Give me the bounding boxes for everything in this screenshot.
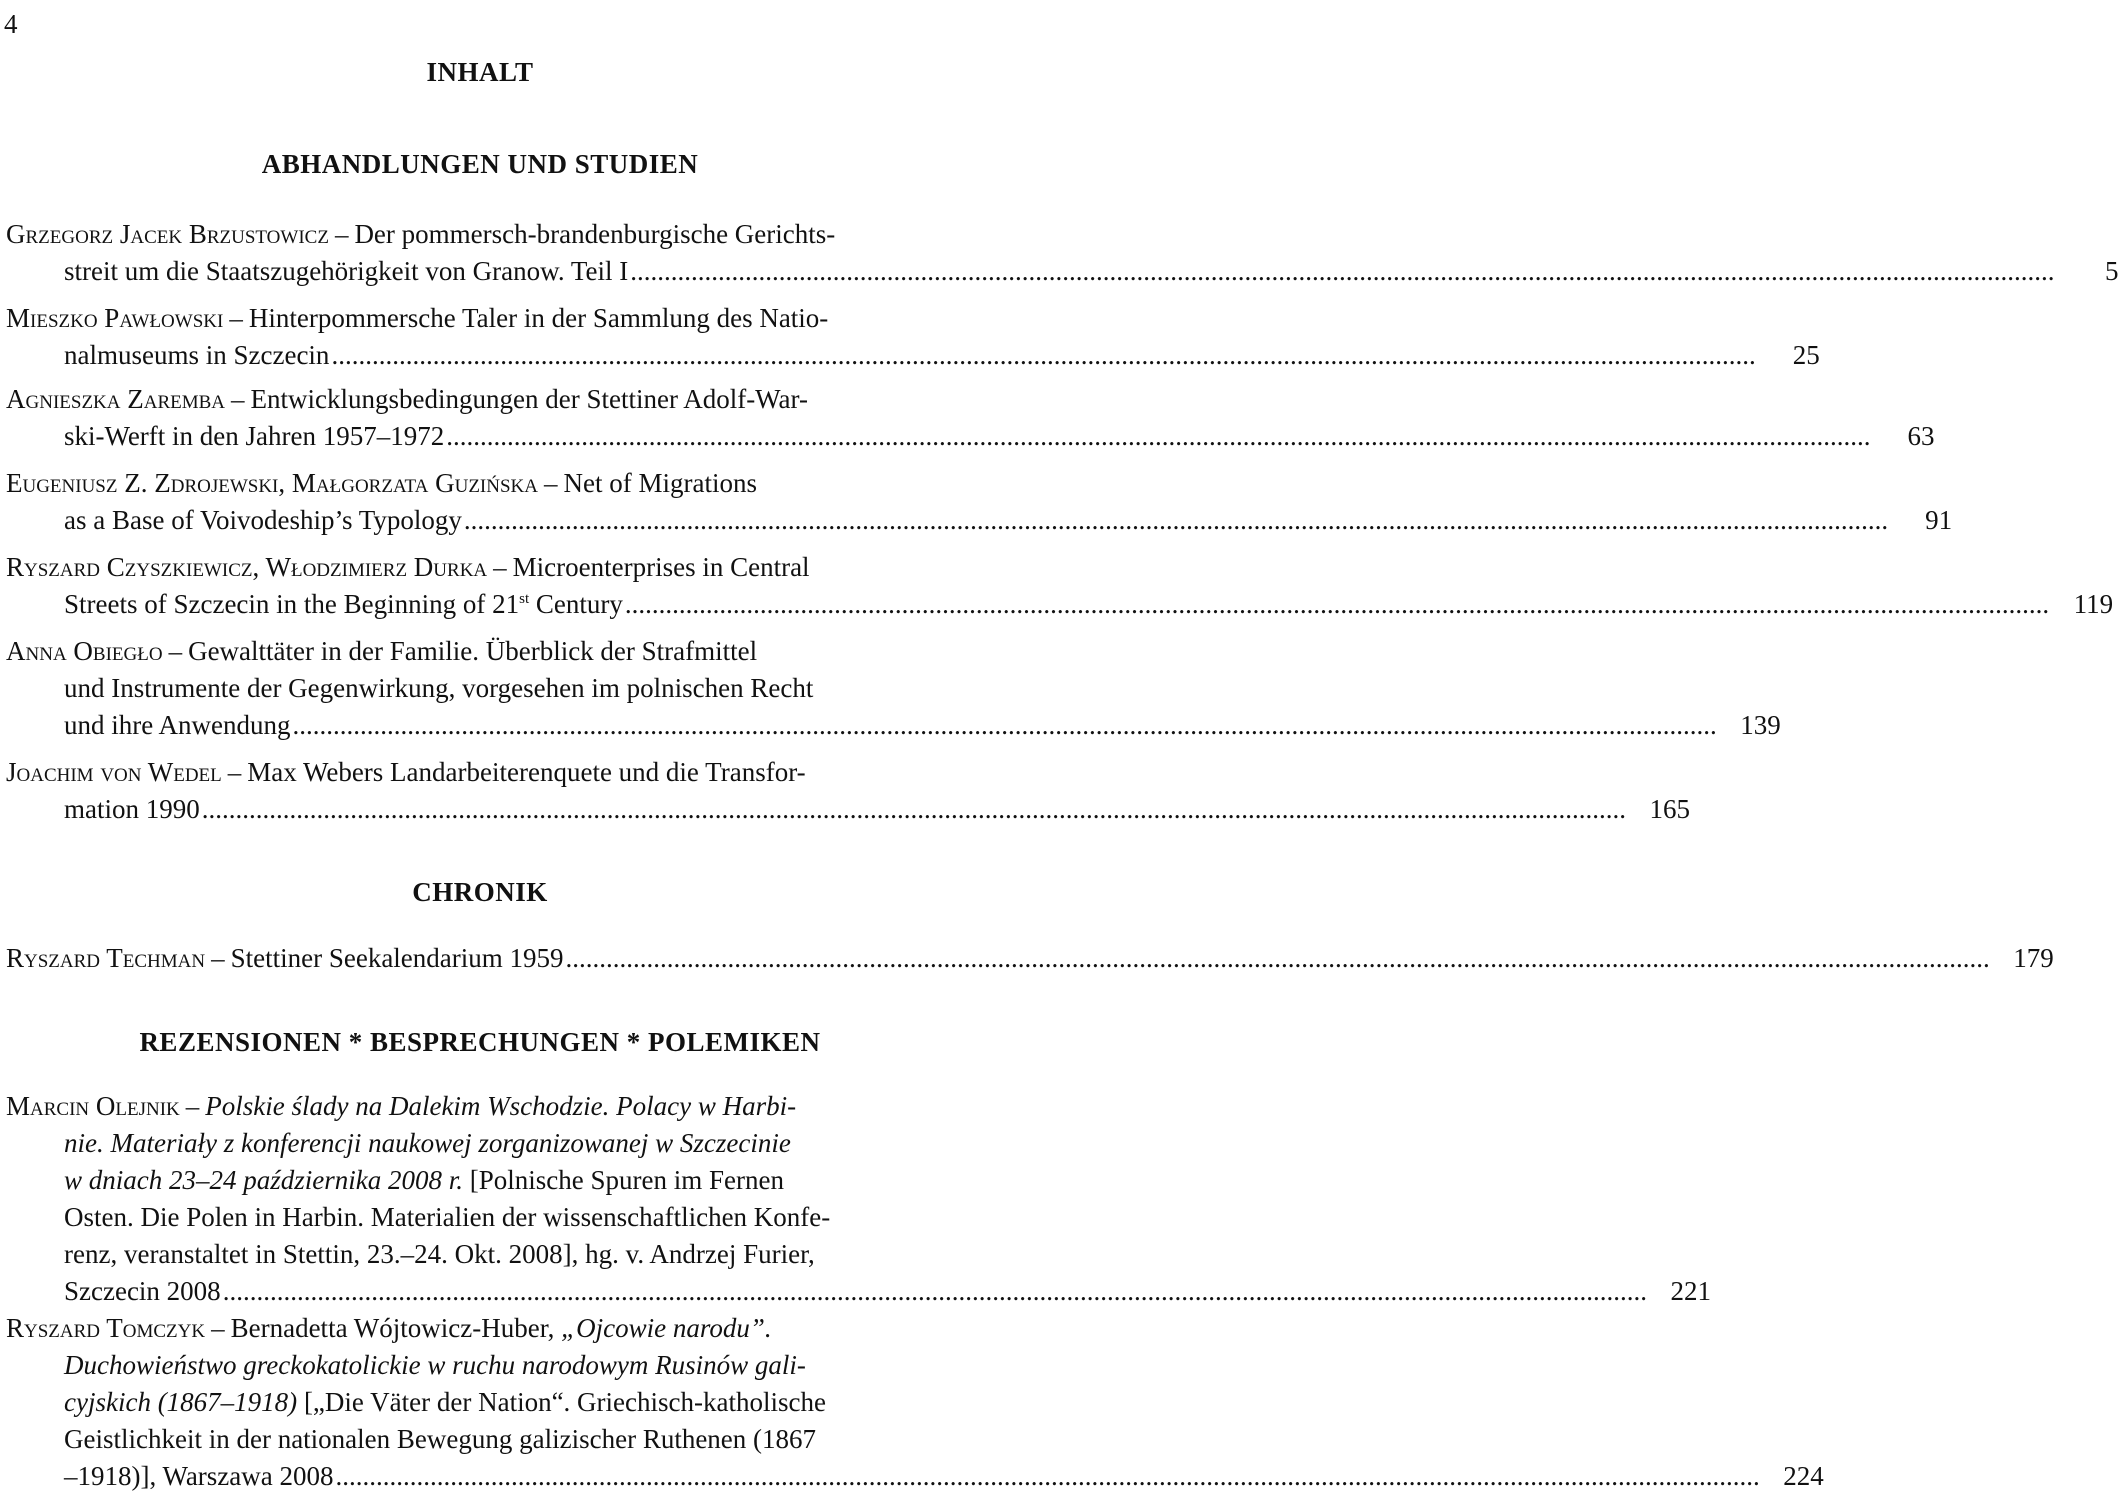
entry-page-number: 63 bbox=[1907, 421, 1935, 451]
entry-title-line: streit um die Staatszugehörigkeit von Granow. Teil I bbox=[64, 256, 629, 286]
entry-author: Ryszard Czyszkiewicz, Włodzimierz Durka bbox=[6, 552, 488, 582]
entry-author: Ryszard Techman bbox=[6, 943, 206, 973]
entry-title-line: mation 1990 bbox=[64, 794, 200, 824]
entry-title-line: [„Die Väter der Nation“. Griechisch-katholische bbox=[297, 1387, 826, 1417]
toc-entry[interactable]: Ryszard Czyszkiewicz, Włodzimierz Durka – Microenterprises in Central Streets of Szczecin in the Beginning of 21st Century ..... 119 bbox=[6, 549, 956, 623]
entry-title-line: ski-Werft in den Jahren 1957–1972 bbox=[64, 421, 445, 451]
entry-title-line: Duchowieństwo greckokatolickie w ruchu narodowym Rusinów gali- bbox=[64, 1350, 806, 1380]
entry-title-line: nalmuseums in Szczecin bbox=[64, 340, 330, 370]
entry-title-line: und ihre Anwendung bbox=[64, 710, 291, 740]
entry-title-line: Stettiner Seekalendarium 1959 bbox=[230, 943, 564, 973]
entry-author: Grzegorz Jacek Brzustowicz bbox=[6, 219, 329, 249]
entry-title-line: Entwicklungsbedingungen der Stettiner Adolf-War- bbox=[250, 384, 808, 414]
entry-author: Marcin Olejnik bbox=[6, 1091, 180, 1121]
entry-page-number: 165 bbox=[1649, 794, 1690, 824]
entry-title-line: as a Base of Voivodeship’s Typology bbox=[64, 505, 462, 535]
entry-title-line: Net of Migrations bbox=[563, 468, 757, 498]
toc-entry[interactable]: Eugeniusz Z. Zdrojewski, Małgorzata Guzińska – Net of Migrations as a Base of Voivodeship’s Typology ..... 91 bbox=[6, 465, 956, 539]
entry-title-line: Hinterpommersche Taler in der Sammlung des Natio- bbox=[248, 303, 829, 333]
entry-title-line: Streets of Szczecin in the Beginning of 21st Century bbox=[64, 589, 623, 619]
toc-entry[interactable]: Grzegorz Jacek Brzustowicz – Der pommersch-brandenburgische Gerichts- streit um die Staatszugehörigkeit von Granow. Teil I ..... 5 bbox=[6, 216, 956, 290]
entry-title-line: cyjskich (1867–1918) bbox=[64, 1387, 298, 1417]
entry-page-number: 179 bbox=[2013, 943, 2054, 973]
entry-title-line: Polskie ślady na Dalekim Wschodzie. Polacy w Harbi- bbox=[205, 1091, 797, 1121]
entry-title-line: renz, veranstaltet in Stettin, 23.–24. Okt. 2008], hg. v. Andrzej Furier, bbox=[64, 1239, 815, 1269]
toc-entry[interactable]: Ryszard Techman – Stettiner Seekalendarium 1959 ..... 179 bbox=[6, 940, 956, 977]
entry-title-line: Geistlichkeit in der nationalen Bewegung galizischer Ruthenen (1867 bbox=[64, 1424, 817, 1454]
page-title: INHALT bbox=[426, 57, 534, 87]
section-heading-reviews: REZENSIONEN * BESPRECHUNGEN * POLEMIKEN bbox=[139, 1027, 821, 1057]
entry-title-line: Max Webers Landarbeiterenquete und die Transfor- bbox=[247, 757, 806, 787]
toc-entry[interactable]: Ryszard Tomczyk – Bernadetta Wójtowicz-Huber, „Ojcowie narodu”. Duchowieństwo greckokatolickie w ruchu narodowym Rusinów gali- cyjskich (1867–1918) [„Die Väter der Nation“. Griechisch-katholische Geistlichkeit in der nationalen Bewegung galizischer Ruthenen (1867 –1918)], Warszawa 2008 ..... 224 bbox=[6, 1310, 956, 1495]
toc-entry[interactable]: Agnieszka Zaremba – Entwicklungsbedingungen der Stettiner Adolf-War- ski-Werft in den Jahren 1957–1972 ..... 63 bbox=[6, 381, 956, 455]
entry-page-number: 221 bbox=[1670, 1276, 1711, 1306]
entry-title-line: [Polnische Spuren im Fernen bbox=[463, 1165, 784, 1195]
entry-title-line: Osten. Die Polen in Harbin. Materialien der wissenschaftlichen Konfe- bbox=[64, 1202, 831, 1232]
entry-author: Anna Obiegło bbox=[6, 636, 163, 666]
entry-title-line: und Instrumente der Gegenwirkung, vorgesehen im polnischen Recht bbox=[64, 673, 814, 703]
entry-title-line: –1918)], Warszawa 2008 bbox=[64, 1461, 334, 1491]
entry-title-line: Szczecin 2008 bbox=[64, 1276, 221, 1306]
entry-page-number: 25 bbox=[1792, 340, 1820, 370]
entry-page-number: 139 bbox=[1740, 710, 1781, 740]
entry-title-line: nie. Materiały z konferencji naukowej zorganizowanej w Szczecinie bbox=[64, 1128, 791, 1158]
entry-page-number: 5 bbox=[2104, 256, 2118, 286]
entry-author: Agnieszka Zaremba bbox=[6, 384, 226, 414]
entry-author: Eugeniusz Z. Zdrojewski, Małgorzata Guzińska bbox=[6, 468, 538, 498]
section-heading-studies: ABHANDLUNGEN UND STUDIEN bbox=[261, 149, 699, 179]
section-heading-chronik: CHRONIK bbox=[412, 877, 548, 907]
toc-entry[interactable]: Mieszko Pawłowski – Hinterpommersche Taler in der Sammlung des Natio- nalmuseums in Szczecin ..... 25 bbox=[6, 300, 956, 374]
entry-title-line: Der pommersch-brandenburgische Gerichts- bbox=[354, 219, 836, 249]
page-number: 4 bbox=[4, 9, 18, 39]
toc-entry[interactable]: Marcin Olejnik – Polskie ślady na Dalekim Wschodzie. Polacy w Harbi- nie. Materiały z konferencji naukowej zorganizowanej w Szczecinie w dniach 23–24 października 2008 r. [Polnische Spuren im Fernen Osten. Die Polen in Harbin. Materialien der wissenschaftlichen Konfe- renz, veranstaltet in Stettin, 23.–24. Okt. 2008], hg. v. Andrzej Furier, Szczecin 2008 ..... 221 bbox=[6, 1088, 956, 1310]
toc-entry[interactable]: Anna Obiegło – Gewalttäter in der Familie. Überblick der Strafmittel und Instrumente der Gegenwirkung, vorgesehen im polnischen Recht und ihre Anwendung ..... 139 bbox=[6, 633, 956, 744]
entry-author: Mieszko Pawłowski bbox=[6, 303, 224, 333]
entry-title-line: w dniach 23–24 października 2008 r. bbox=[64, 1165, 464, 1195]
entry-author: Joachim von Wedel bbox=[6, 757, 222, 787]
entry-title-line: Microenterprises in Central bbox=[512, 552, 810, 582]
entry-page-number: 91 bbox=[1925, 505, 1953, 535]
entry-author: Ryszard Tomczyk bbox=[6, 1313, 206, 1343]
entry-page-number: 224 bbox=[1783, 1461, 1824, 1491]
entry-title-line: Gewalttäter in der Familie. Überblick der Strafmittel bbox=[188, 636, 758, 666]
toc-entry[interactable]: Joachim von Wedel – Max Webers Landarbeiterenquete und die Transfor- mation 1990 ..... 165 bbox=[6, 754, 956, 828]
entry-page-number: 119 bbox=[2073, 589, 2114, 619]
entry-title-line: „Ojcowie narodu”. bbox=[561, 1313, 772, 1343]
entry-title-line: Bernadetta Wójtowicz-Huber, bbox=[230, 1313, 562, 1343]
